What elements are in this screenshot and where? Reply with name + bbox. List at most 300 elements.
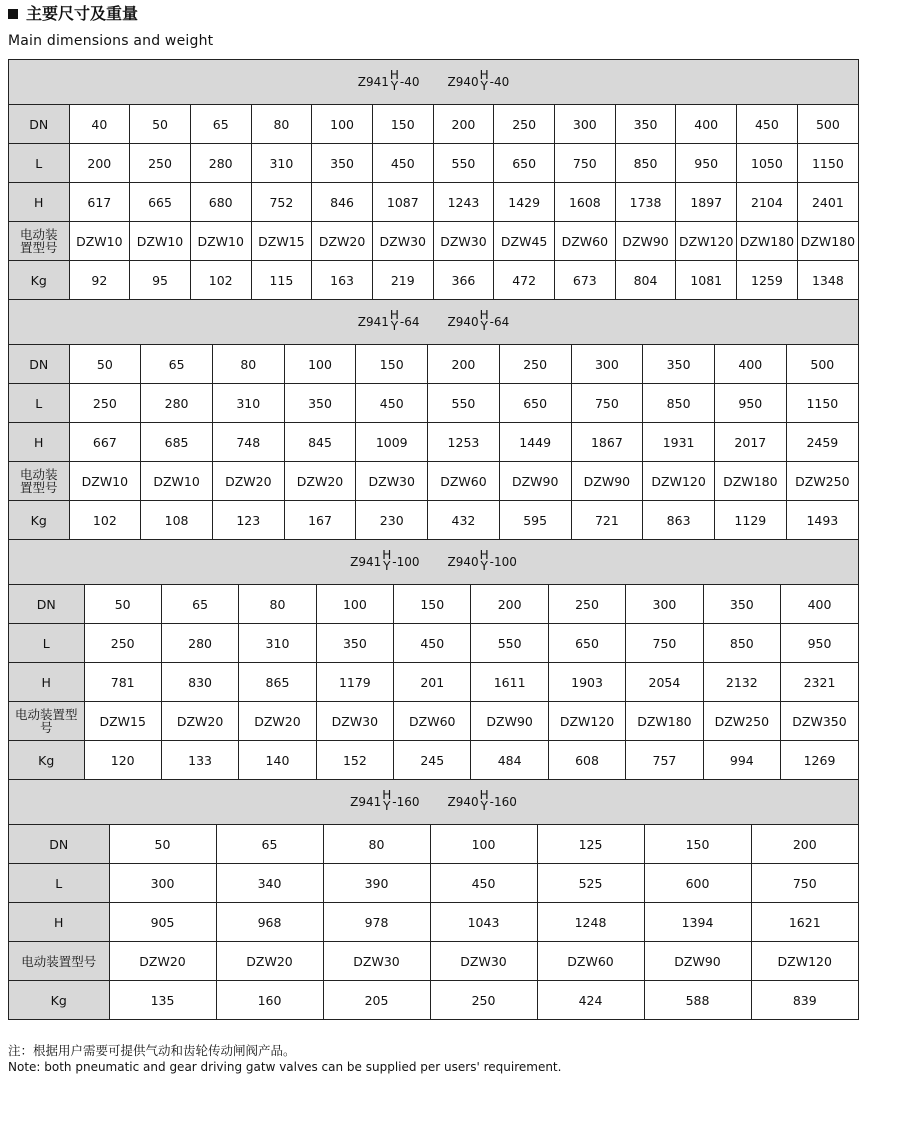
table-row — [9, 825, 858, 864]
table-cell: 484 — [471, 741, 548, 780]
table-cell: 850 — [615, 144, 676, 183]
table-cell: DZW20 — [239, 702, 316, 741]
table-cell: 1429 — [494, 183, 555, 222]
table-cell: 804 — [615, 261, 676, 300]
table-cell: DZW20 — [284, 462, 356, 501]
table-cell: DZW60 — [555, 222, 616, 261]
section-table — [9, 585, 858, 779]
table-cell: DZW120 — [548, 702, 625, 741]
table-cell: 845 — [284, 423, 356, 462]
table-cell: 200 — [428, 345, 500, 384]
section-model-title — [9, 540, 858, 585]
section-model-title — [9, 60, 858, 105]
table-cell: 150 — [644, 825, 751, 864]
table-row — [9, 942, 858, 981]
table-cell: DZW90 — [471, 702, 548, 741]
model-variant-top: H — [389, 68, 399, 82]
model-seal-variant — [382, 550, 391, 572]
table-cell: 846 — [312, 183, 373, 222]
table-cell: DZW250 — [786, 462, 858, 501]
table-cell: 250 — [499, 345, 571, 384]
table-cell: 100 — [312, 105, 373, 144]
table-cell: 200 — [433, 105, 494, 144]
model-code — [357, 308, 420, 333]
table-cell: 450 — [356, 384, 428, 423]
section-table — [9, 345, 858, 539]
row-label: L — [9, 144, 69, 183]
table-cell: 1608 — [555, 183, 616, 222]
table-cell: 201 — [394, 663, 471, 702]
table-cell: 950 — [676, 144, 737, 183]
table-cell: 340 — [216, 864, 323, 903]
model-suffix: -40 — [489, 75, 510, 89]
table-cell: 250 — [548, 585, 625, 624]
table-cell: 140 — [239, 741, 316, 780]
table-cell: 1738 — [615, 183, 676, 222]
table-cell: 1150 — [786, 384, 858, 423]
table-cell: DZW30 — [372, 222, 433, 261]
table-cell: 650 — [494, 144, 555, 183]
model-variant-bottom: Y — [383, 799, 391, 813]
table-cell: 152 — [316, 741, 393, 780]
model-suffix: -40 — [399, 75, 420, 89]
table-cell: 750 — [555, 144, 616, 183]
table-cell: 1081 — [676, 261, 737, 300]
table-cell: 150 — [356, 345, 428, 384]
table-cell: 595 — [499, 501, 571, 540]
table-cell: 1493 — [786, 501, 858, 540]
table-cell: 608 — [548, 741, 625, 780]
table-cell: DZW20 — [212, 462, 284, 501]
table-cell: 1903 — [548, 663, 625, 702]
table-cell: 80 — [212, 345, 284, 384]
table-cell: 50 — [84, 585, 161, 624]
table-row — [9, 663, 858, 702]
section-model-title — [9, 300, 858, 345]
table-cell: 400 — [781, 585, 858, 624]
table-cell: 2459 — [786, 423, 858, 462]
row-label: H — [9, 183, 69, 222]
table-cell: 80 — [251, 105, 312, 144]
model-prefix: Z941 — [357, 75, 389, 89]
table-cell: 500 — [797, 105, 858, 144]
table-cell: 102 — [69, 501, 141, 540]
table-cell: 757 — [626, 741, 703, 780]
table-cell: 685 — [141, 423, 213, 462]
table-cell: 1009 — [356, 423, 428, 462]
table-cell: 750 — [626, 624, 703, 663]
table-cell: 550 — [433, 144, 494, 183]
table-cell: 865 — [239, 663, 316, 702]
square-bullet-icon — [8, 9, 18, 19]
table-cell: 310 — [239, 624, 316, 663]
table-cell: DZW30 — [356, 462, 428, 501]
table-cell: 1179 — [316, 663, 393, 702]
table-row — [9, 261, 858, 300]
table-cell: 350 — [703, 585, 780, 624]
table-cell: DZW120 — [676, 222, 737, 261]
model-code — [447, 548, 517, 573]
table-cell: 1931 — [643, 423, 715, 462]
table-cell: 400 — [676, 105, 737, 144]
title-cn-text: 主要尺寸及重量 — [26, 4, 139, 23]
table-cell: 750 — [571, 384, 643, 423]
table-cell: 2104 — [737, 183, 798, 222]
model-seal-variant — [480, 550, 489, 572]
table-cell: 65 — [141, 345, 213, 384]
table-cell: 1394 — [644, 903, 751, 942]
table-cell: DZW10 — [190, 222, 251, 261]
table-cell: 1253 — [428, 423, 500, 462]
table-cell: 1867 — [571, 423, 643, 462]
table-cell: 65 — [216, 825, 323, 864]
table-cell: 167 — [284, 501, 356, 540]
table-cell: 1259 — [737, 261, 798, 300]
model-variant-bottom: Y — [383, 559, 391, 573]
table-cell: 673 — [555, 261, 616, 300]
table-cell: 100 — [430, 825, 537, 864]
table-cell: 1621 — [751, 903, 858, 942]
row-label: 电动装置型号 — [9, 702, 84, 741]
table-cell: 350 — [312, 144, 373, 183]
model-variant-top: H — [382, 788, 392, 802]
table-row — [9, 144, 858, 183]
table-cell: 40 — [69, 105, 130, 144]
model-prefix: Z940 — [447, 555, 479, 569]
table-cell: DZW90 — [571, 462, 643, 501]
note-cn: 注：根据用户需要可提供气动和齿轮传动闸阀产品。 — [8, 1043, 296, 1058]
model-variant-top: H — [479, 548, 489, 562]
table-cell: 250 — [84, 624, 161, 663]
table-cell: 550 — [471, 624, 548, 663]
table-cell: 280 — [190, 144, 251, 183]
row-label: DN — [9, 105, 69, 144]
table-row — [9, 462, 858, 501]
table-section — [9, 300, 858, 540]
table-cell: 450 — [372, 144, 433, 183]
table-cell: 1043 — [430, 903, 537, 942]
table-cell: DZW90 — [499, 462, 571, 501]
table-cell: DZW30 — [323, 942, 430, 981]
row-label: 电动装置型号 — [9, 222, 69, 261]
table-cell: 472 — [494, 261, 555, 300]
row-label: 电动装置型号 — [9, 462, 69, 501]
table-cell: 133 — [161, 741, 238, 780]
model-prefix: Z941 — [350, 795, 382, 809]
table-cell: 830 — [161, 663, 238, 702]
table-cell: 350 — [316, 624, 393, 663]
table-cell: DZW180 — [626, 702, 703, 741]
model-variant-top: H — [382, 548, 392, 562]
row-label: Kg — [9, 501, 69, 540]
table-cell: 1087 — [372, 183, 433, 222]
dimensions-table — [8, 59, 859, 1020]
table-cell: 230 — [356, 501, 428, 540]
table-cell: 680 — [190, 183, 251, 222]
table-cell: 250 — [494, 105, 555, 144]
table-cell: 80 — [239, 585, 316, 624]
table-section — [9, 60, 858, 300]
table-row — [9, 624, 858, 663]
row-label: DN — [9, 585, 84, 624]
table-cell: 752 — [251, 183, 312, 222]
table-cell: 1449 — [499, 423, 571, 462]
table-cell: 65 — [190, 105, 251, 144]
model-code — [350, 548, 420, 573]
table-cell: 102 — [190, 261, 251, 300]
table-cell: 850 — [643, 384, 715, 423]
table-cell: 280 — [141, 384, 213, 423]
table-cell: 2054 — [626, 663, 703, 702]
table-cell: 300 — [555, 105, 616, 144]
table-cell: 781 — [84, 663, 161, 702]
table-cell: DZW180 — [714, 462, 786, 501]
model-code — [447, 308, 510, 333]
table-cell: 300 — [109, 864, 216, 903]
table-cell: 310 — [251, 144, 312, 183]
table-cell: 135 — [109, 981, 216, 1020]
model-variant-bottom: Y — [480, 799, 488, 813]
table-cell: 968 — [216, 903, 323, 942]
table-cell: DZW15 — [84, 702, 161, 741]
table-row — [9, 741, 858, 780]
table-row — [9, 345, 858, 384]
table-row — [9, 903, 858, 942]
model-code — [447, 68, 510, 93]
table-cell: 500 — [786, 345, 858, 384]
row-label: H — [9, 423, 69, 462]
table-section — [9, 780, 858, 1019]
table-cell: 2017 — [714, 423, 786, 462]
table-cell: 950 — [714, 384, 786, 423]
table-cell: 95 — [130, 261, 191, 300]
table-cell: DZW250 — [703, 702, 780, 741]
table-cell: 2321 — [781, 663, 858, 702]
section-table — [9, 105, 858, 299]
table-cell: DZW90 — [644, 942, 751, 981]
table-cell: DZW30 — [430, 942, 537, 981]
table-cell: 50 — [69, 345, 141, 384]
table-cell: 1050 — [737, 144, 798, 183]
table-cell: 1150 — [797, 144, 858, 183]
table-cell: 839 — [751, 981, 858, 1020]
table-row — [9, 183, 858, 222]
table-cell: 850 — [703, 624, 780, 663]
section-table — [9, 825, 858, 1019]
row-label: H — [9, 903, 109, 942]
row-label: Kg — [9, 981, 109, 1020]
row-label: 电动装置型号 — [9, 942, 109, 981]
row-label: L — [9, 384, 69, 423]
table-cell: DZW20 — [109, 942, 216, 981]
table-cell: 1129 — [714, 501, 786, 540]
model-seal-variant — [390, 310, 399, 332]
table-cell: 100 — [284, 345, 356, 384]
model-variant-bottom: Y — [480, 319, 488, 333]
table-cell: 588 — [644, 981, 751, 1020]
table-cell: DZW10 — [69, 222, 130, 261]
table-row — [9, 501, 858, 540]
table-cell: DZW180 — [797, 222, 858, 261]
table-cell: 1348 — [797, 261, 858, 300]
table-row — [9, 981, 858, 1020]
table-cell: 250 — [69, 384, 141, 423]
table-cell: DZW45 — [494, 222, 555, 261]
table-cell: 1248 — [537, 903, 644, 942]
table-cell: DZW10 — [130, 222, 191, 261]
table-cell: DZW60 — [537, 942, 644, 981]
table-cell: 617 — [69, 183, 130, 222]
section-model-title — [9, 780, 858, 825]
row-label: DN — [9, 345, 69, 384]
table-row — [9, 585, 858, 624]
table-cell: 978 — [323, 903, 430, 942]
title-en: Main dimensions and weight — [8, 33, 214, 49]
model-variant-top: H — [479, 788, 489, 802]
table-cell: 200 — [471, 585, 548, 624]
table-cell: 350 — [643, 345, 715, 384]
model-prefix: Z941 — [350, 555, 382, 569]
model-prefix: Z940 — [447, 75, 479, 89]
table-cell: DZW10 — [141, 462, 213, 501]
model-suffix: -100 — [489, 555, 517, 569]
model-suffix: -100 — [392, 555, 420, 569]
table-cell: 150 — [372, 105, 433, 144]
model-variant-top: H — [479, 308, 489, 322]
table-cell: 65 — [161, 585, 238, 624]
table-cell: 390 — [323, 864, 430, 903]
table-cell: 950 — [781, 624, 858, 663]
footnote — [8, 1042, 561, 1076]
model-prefix: Z941 — [357, 315, 389, 329]
row-label: L — [9, 864, 109, 903]
table-cell: 163 — [312, 261, 373, 300]
model-variant-top: H — [389, 308, 399, 322]
table-cell: 123 — [212, 501, 284, 540]
model-suffix: -160 — [392, 795, 420, 809]
table-cell: 905 — [109, 903, 216, 942]
table-cell: 400 — [714, 345, 786, 384]
table-cell: 748 — [212, 423, 284, 462]
table-cell: 300 — [571, 345, 643, 384]
table-cell: 650 — [499, 384, 571, 423]
model-code — [350, 788, 420, 813]
table-cell: 721 — [571, 501, 643, 540]
table-cell: DZW20 — [216, 942, 323, 981]
table-cell: 250 — [130, 144, 191, 183]
table-cell: 665 — [130, 183, 191, 222]
table-cell: 115 — [251, 261, 312, 300]
row-label: Kg — [9, 261, 69, 300]
table-cell: 219 — [372, 261, 433, 300]
table-cell: DZW30 — [316, 702, 393, 741]
table-cell: 2132 — [703, 663, 780, 702]
table-row — [9, 105, 858, 144]
table-cell: 120 — [84, 741, 161, 780]
table-cell: 863 — [643, 501, 715, 540]
table-cell: 1269 — [781, 741, 858, 780]
table-cell: DZW180 — [737, 222, 798, 261]
note-en: Note: both pneumatic and gear driving gatw valves can be supplied per users' requirement. — [8, 1060, 562, 1074]
table-cell: 994 — [703, 741, 780, 780]
table-cell: 280 — [161, 624, 238, 663]
table-cell: DZW30 — [433, 222, 494, 261]
table-cell: DZW15 — [251, 222, 312, 261]
table-cell: DZW60 — [394, 702, 471, 741]
table-cell: 525 — [537, 864, 644, 903]
model-suffix: -64 — [489, 315, 510, 329]
table-cell: 205 — [323, 981, 430, 1020]
model-prefix: Z940 — [447, 315, 479, 329]
page-header — [8, 4, 213, 50]
table-cell: 1897 — [676, 183, 737, 222]
table-cell: DZW90 — [615, 222, 676, 261]
table-cell: DZW60 — [428, 462, 500, 501]
row-label: DN — [9, 825, 109, 864]
title-cn — [8, 4, 213, 24]
table-cell: 1611 — [471, 663, 548, 702]
table-cell: 200 — [69, 144, 130, 183]
table-cell: DZW350 — [781, 702, 858, 741]
model-seal-variant — [480, 310, 489, 332]
table-cell: 650 — [548, 624, 625, 663]
row-label: H — [9, 663, 84, 702]
table-cell: DZW120 — [751, 942, 858, 981]
table-row — [9, 384, 858, 423]
table-cell: 432 — [428, 501, 500, 540]
table-cell: 2401 — [797, 183, 858, 222]
table-cell: 92 — [69, 261, 130, 300]
row-label: Kg — [9, 741, 84, 780]
model-variant-bottom: Y — [480, 79, 488, 93]
table-cell: 450 — [394, 624, 471, 663]
table-cell: 50 — [109, 825, 216, 864]
table-cell: 310 — [212, 384, 284, 423]
table-row — [9, 423, 858, 462]
table-cell: 100 — [316, 585, 393, 624]
table-cell: DZW10 — [69, 462, 141, 501]
table-cell: DZW120 — [643, 462, 715, 501]
model-suffix: -160 — [489, 795, 517, 809]
table-cell: 667 — [69, 423, 141, 462]
table-cell: 450 — [430, 864, 537, 903]
model-seal-variant — [480, 790, 489, 812]
table-cell: 350 — [284, 384, 356, 423]
table-cell: 350 — [615, 105, 676, 144]
model-variant-top: H — [479, 68, 489, 82]
table-cell: 424 — [537, 981, 644, 1020]
table-cell: 108 — [141, 501, 213, 540]
model-variant-bottom: Y — [390, 79, 399, 93]
table-cell: 600 — [644, 864, 751, 903]
model-suffix: -64 — [399, 315, 420, 329]
table-row — [9, 864, 858, 903]
table-cell: 250 — [430, 981, 537, 1020]
row-label: L — [9, 624, 84, 663]
table-cell: 300 — [626, 585, 703, 624]
model-variant-bottom: Y — [480, 559, 488, 573]
table-cell: 750 — [751, 864, 858, 903]
table-cell: DZW20 — [161, 702, 238, 741]
model-seal-variant — [390, 70, 399, 92]
model-code — [447, 788, 517, 813]
table-cell: 550 — [428, 384, 500, 423]
table-cell: 450 — [737, 105, 798, 144]
model-variant-bottom: Y — [390, 319, 399, 333]
table-cell: DZW20 — [312, 222, 373, 261]
table-section — [9, 540, 858, 780]
model-code — [357, 68, 420, 93]
